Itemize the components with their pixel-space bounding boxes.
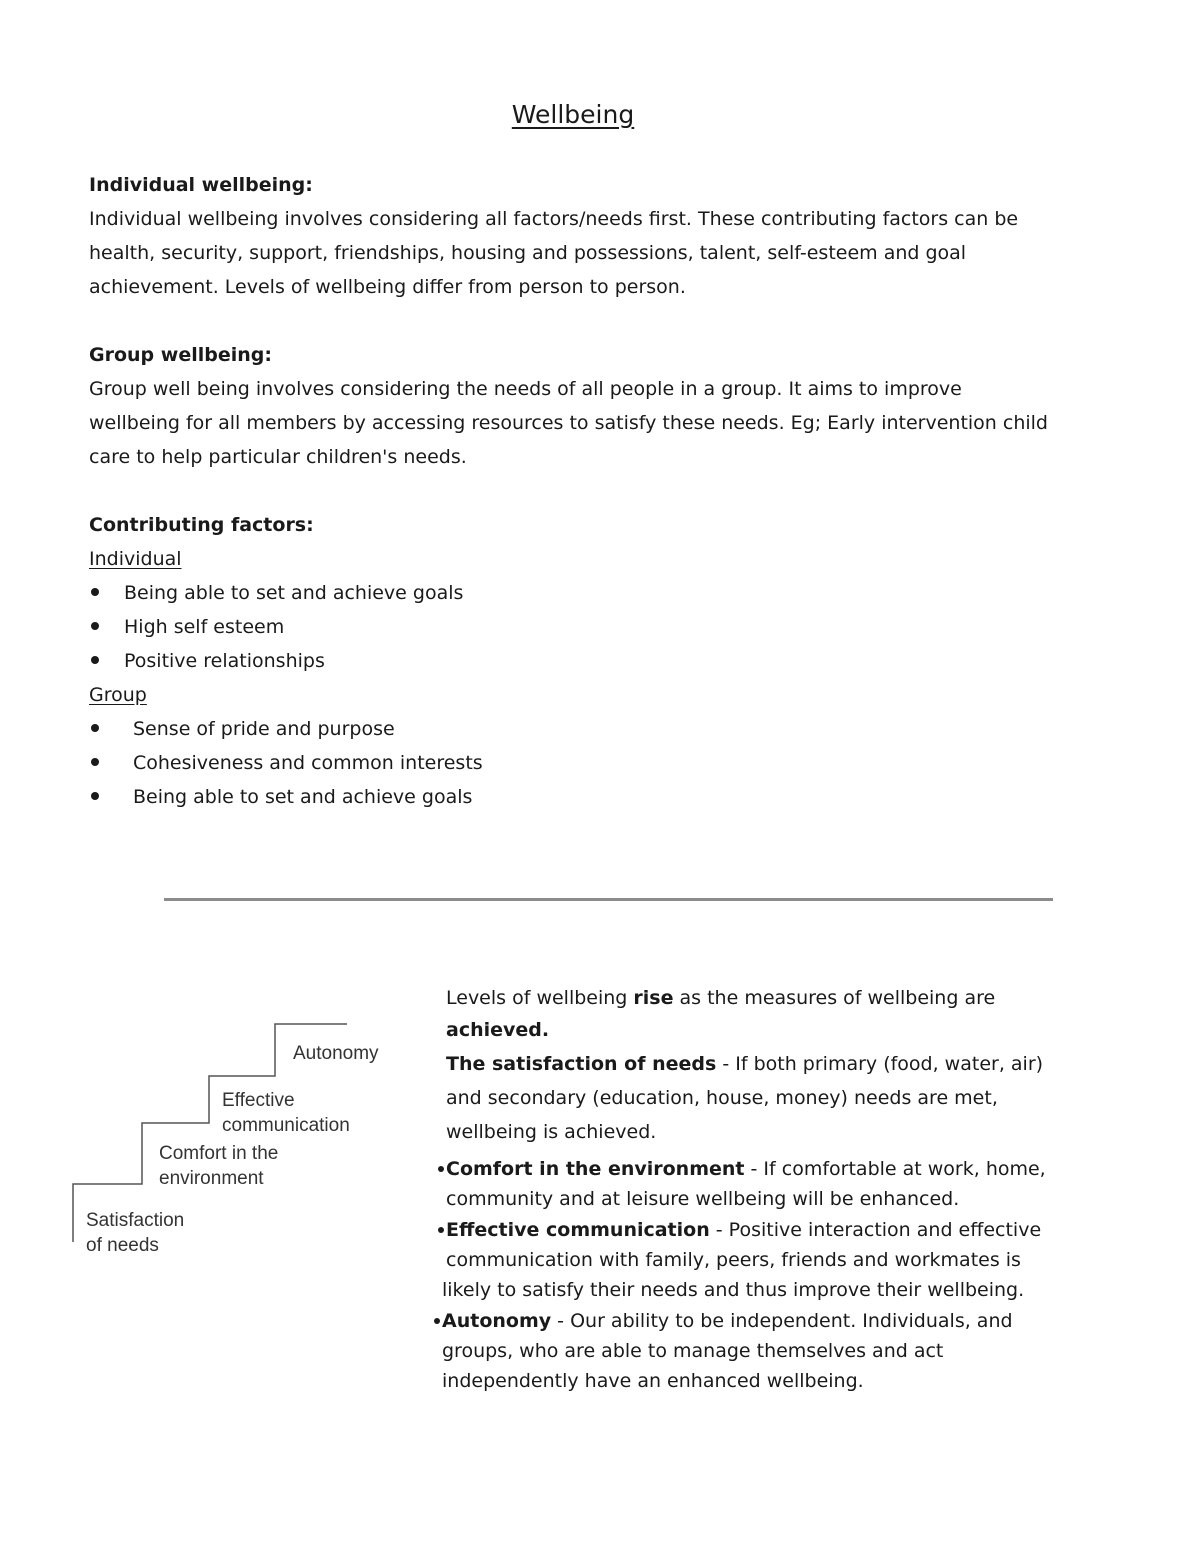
list-item: High self esteem: [124, 616, 285, 638]
bullet-icon: [91, 758, 99, 766]
step-communication-label: Effective: [222, 1090, 295, 1111]
bullet-icon: [438, 1227, 444, 1233]
step-communication-label: communication: [222, 1115, 350, 1136]
list-item: Cohesiveness and common interests: [133, 752, 483, 774]
comfort-paragraph: community and at leisure wellbeing will be enhanced.: [446, 1188, 960, 1210]
needs-paragraph: and secondary (education, house, money) needs are met,: [446, 1087, 998, 1109]
contributing-heading: Contributing factors:: [89, 514, 314, 536]
needs-paragraph: wellbeing is achieved.: [446, 1121, 657, 1143]
group-heading: Group wellbeing:: [89, 344, 272, 366]
group-line: wellbeing for all members by accessing resources to satisfy these needs. Eg; Early intervention child: [89, 412, 1048, 434]
section-divider: [164, 898, 1053, 901]
comfort-paragraph: Comfort in the environment - If comfortable at work, home,: [446, 1158, 1046, 1180]
individual-line: Individual wellbeing involves considering all factors/needs first. These contributing factors can be: [89, 208, 1019, 230]
list-item: Being able to set and achieve goals: [133, 786, 473, 808]
autonomy-paragraph: groups, who are able to manage themselves and act: [442, 1340, 944, 1362]
step-comfort-label: Comfort in the: [159, 1143, 279, 1164]
communication-paragraph: Effective communication - Positive interaction and effective: [446, 1219, 1042, 1241]
bullet-icon: [91, 588, 99, 596]
needs-paragraph: The satisfaction of needs - If both primary (food, water, air): [446, 1053, 1044, 1075]
list-item: Positive relationships: [124, 650, 325, 672]
bullet-icon: [91, 622, 99, 630]
levels-intro: achieved.: [446, 1019, 550, 1041]
autonomy-paragraph: independently have an enhanced wellbeing.: [442, 1370, 864, 1392]
individual-line: health, security, support, friendships, housing and possessions, talent, self-esteem and goal: [89, 242, 967, 264]
bullet-icon: [91, 792, 99, 800]
step-satisfaction-label: Satisfaction: [86, 1210, 185, 1231]
bullet-icon: [91, 724, 99, 732]
list-item: Sense of pride and purpose: [133, 718, 395, 740]
page-title: Wellbeing: [511, 100, 635, 129]
list-item: Being able to set and achieve goals: [124, 582, 464, 604]
individual-subheading: Individual: [89, 548, 182, 570]
step-comfort-label: environment: [159, 1168, 264, 1189]
communication-paragraph: likely to satisfy their needs and thus improve their wellbeing.: [442, 1279, 1025, 1301]
group-line: care to help particular children's needs.: [89, 446, 467, 468]
individual-heading: Individual wellbeing:: [89, 174, 313, 196]
step-autonomy-label: Autonomy: [293, 1043, 379, 1064]
levels-intro: Levels of wellbeing rise as the measures of wellbeing are: [446, 987, 996, 1009]
group-line: Group well being involves considering the needs of all people in a group. It aims to improve: [89, 378, 962, 400]
bullet-icon: [438, 1166, 444, 1172]
communication-paragraph: communication with family, peers, friends and workmates is: [446, 1249, 1021, 1271]
step-satisfaction-label: of needs: [86, 1235, 159, 1256]
autonomy-paragraph: Autonomy - Our ability to be independent. Individuals, and: [442, 1310, 1013, 1332]
bullet-icon: [91, 656, 99, 664]
group-subheading: Group: [89, 684, 147, 706]
bullet-icon: [434, 1318, 440, 1324]
individual-line: achievement. Levels of wellbeing differ from person to person.: [89, 276, 686, 298]
